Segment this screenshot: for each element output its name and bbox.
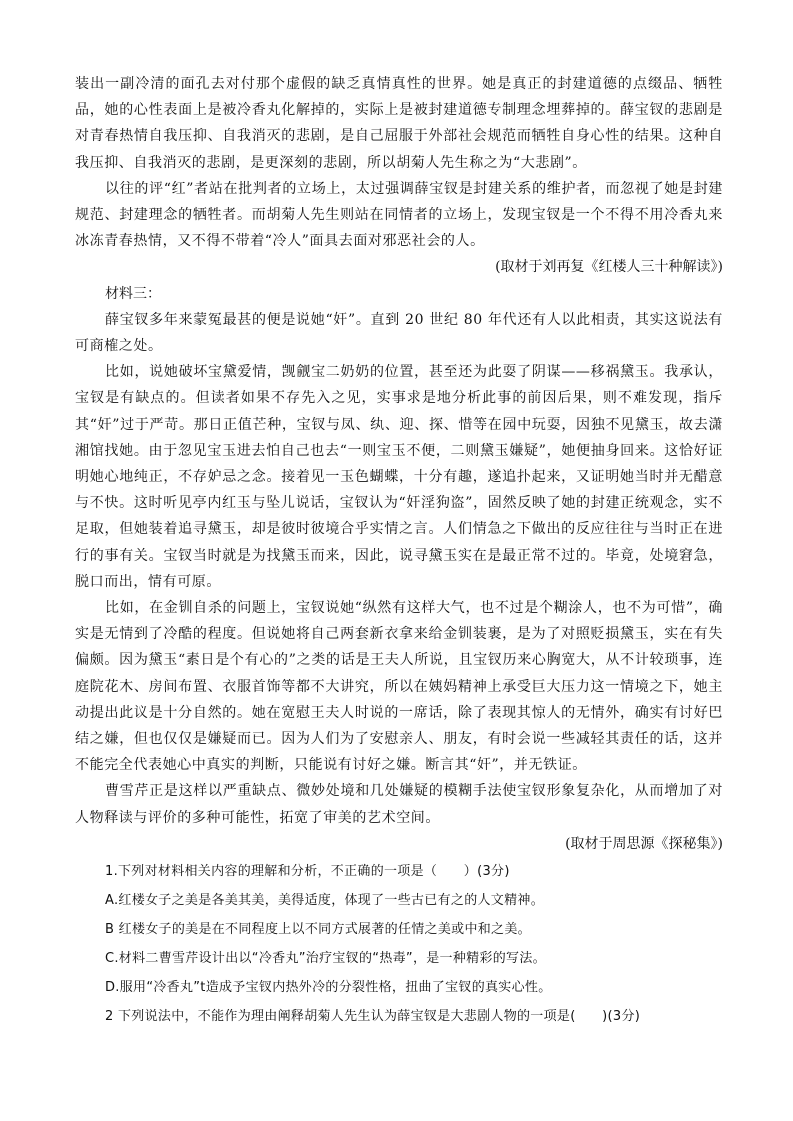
- material3-paragraph-2: 比如，说她破坏宝黛爱情，觊觎宝二奶奶的位置，甚至还为此耍了阴谋——移祸黛玉。我承认，宝钗是有缺点的。但读者如果不存先入之见，实事求是地分析此事的前因后果，则不难发现，指斥其“奸”过于严苛。那日正值芒种，宝钗与凤、纨、迎、探、惜等在园中玩耍，因独不见黛玉，故去潇湘馆找她。由于忽见宝玉进去怕自己也去“一则宝玉不便，二则黛玉嫌疑”，她便抽身回来。这恰好证明她心地纯正，不存妒忌之念。接着见一玉色蝴蝶，十分有趣，遂追扑起来，又证明她当时并无醋意与不快。这时听见亭内红玉与坠儿说话，宝钗认为“奸淫狗盗”，固然反映了她的封建正统观念，实不足取，但她装着追寻黛玉，却是彼时彼境合乎实情之言。人们情急之下做出的反应往往与当时正在进行的事有关。宝钗当时就是为找黛玉而来，因此，说寻黛玉实在是最正常不过的。毕竟，处境窘急，脱口而出，情有可原。: [75, 364, 723, 590]
- question-2: 2 下列说法中，不能作为理由阐释胡菊人先生认为薛宝钗是大悲剧人物的一项是( )(3分): [105, 1009, 641, 1025]
- question-1: 1.下列对材料相关内容的理解和分析，不正确的一项是（ ）(3分): [105, 864, 510, 880]
- material3-paragraph-4: 曹雪芹正是这样以严重缺点、微妙处境和几处嫌疑的模糊手法使宝钗形象复杂化，从而增加了对人物释读与评价的多种可能性，拓宽了审美的艺术空间。: [75, 783, 723, 826]
- material3-paragraph-3: 比如，在金钏自杀的问题上，宝钗说她“纵然有这样大气，也不过是个糊涂人，也不为可惜”，确实是无情到了冷酷的程度。但说她将自己两套新衣拿来给金钏装裹，是为了对照贬损黛玉，实在有失偏颇。因为黛玉“素日是个有心的”之类的话是王夫人所说，且宝钗历来心胸宽大，从不计较琐事，连庭院花木、房间布置、衣服首饰等都不大讲究，所以在姨妈精神上承受巨大压力这一情境之下，她主动提出此议是十分自然的。她在宽慰王夫人时说的一席话，除了表现其惊人的无情外，确实有讨好巴结之嫌，但也仅仅是嫌疑而已。因为人们为了安慰亲人、朋友，有时会说一些减轻其责任的话，这并不能完全代表她心中真实的判断，只能说有讨好之嫌。断言其“奸”，并无铁证。: [75, 600, 723, 774]
- material2-paragraph-1: 装出一副冷清的面孔去对付那个虚假的缺乏真情真性的世界。她是真正的封建道德的点缀品、牺牲品，她的心性表面上是被冷香丸化解掉的，实际上是被封建道德专制理念埋葬掉的。薛宝钗的悲剧是对青春热情自我压抑、自我消灭的悲剧，是自己屈服于外部社会规范而牺牲自身心性的结果。这种自我压抑、自我消灭的悲剧，是更深刻的悲剧，所以胡菊人先生称之为“大悲剧”。: [75, 76, 723, 171]
- material2-source: (取材于刘再复《红楼人三十种解读》): [495, 259, 723, 276]
- question-1-option-b: B 红楼女子的美是在不同程度上以不同方式展著的任情之美或中和之美。: [105, 922, 531, 938]
- question-1-option-d: D.服用“冷香丸”t造成予宝钗内热外冷的分裂性格，扭曲了宝钗的真实心性。: [105, 980, 552, 996]
- question-1-option-c: C.材料二曹雪芹设计出以“冷香丸”治疗宝钗的“热毒”，是一种精彩的写法。: [105, 951, 546, 967]
- material3-heading: 材料三：: [105, 285, 161, 302]
- question-1-option-a: A.红楼女子之美是各美其美，美得适度，体现了一些古已有之的人文精神。: [105, 893, 544, 909]
- material2-paragraph-2: 以往的评“红”者站在批判者的立场上，太过强调薛宝钗是封建关系的维护者，而忽视了她是封建规范、封建理念的牺牲者。而胡菊人先生则站在同情者的立场上，发现宝钗是一个不得不用冷香丸来冰冻青春热情，又不得不带着“冷人”面具去面对邪恶社会的人。: [75, 180, 723, 250]
- document-page: [75, 71, 723, 1031]
- material3-source: (取材于周思源《探秘集》): [565, 835, 723, 852]
- material3-paragraph-1: 薛宝钗多年来蒙冤最甚的便是说她“奸”。直到 20 世纪 80 年代还有人以此相责，其实这说法有可商榷之处。: [75, 311, 723, 355]
